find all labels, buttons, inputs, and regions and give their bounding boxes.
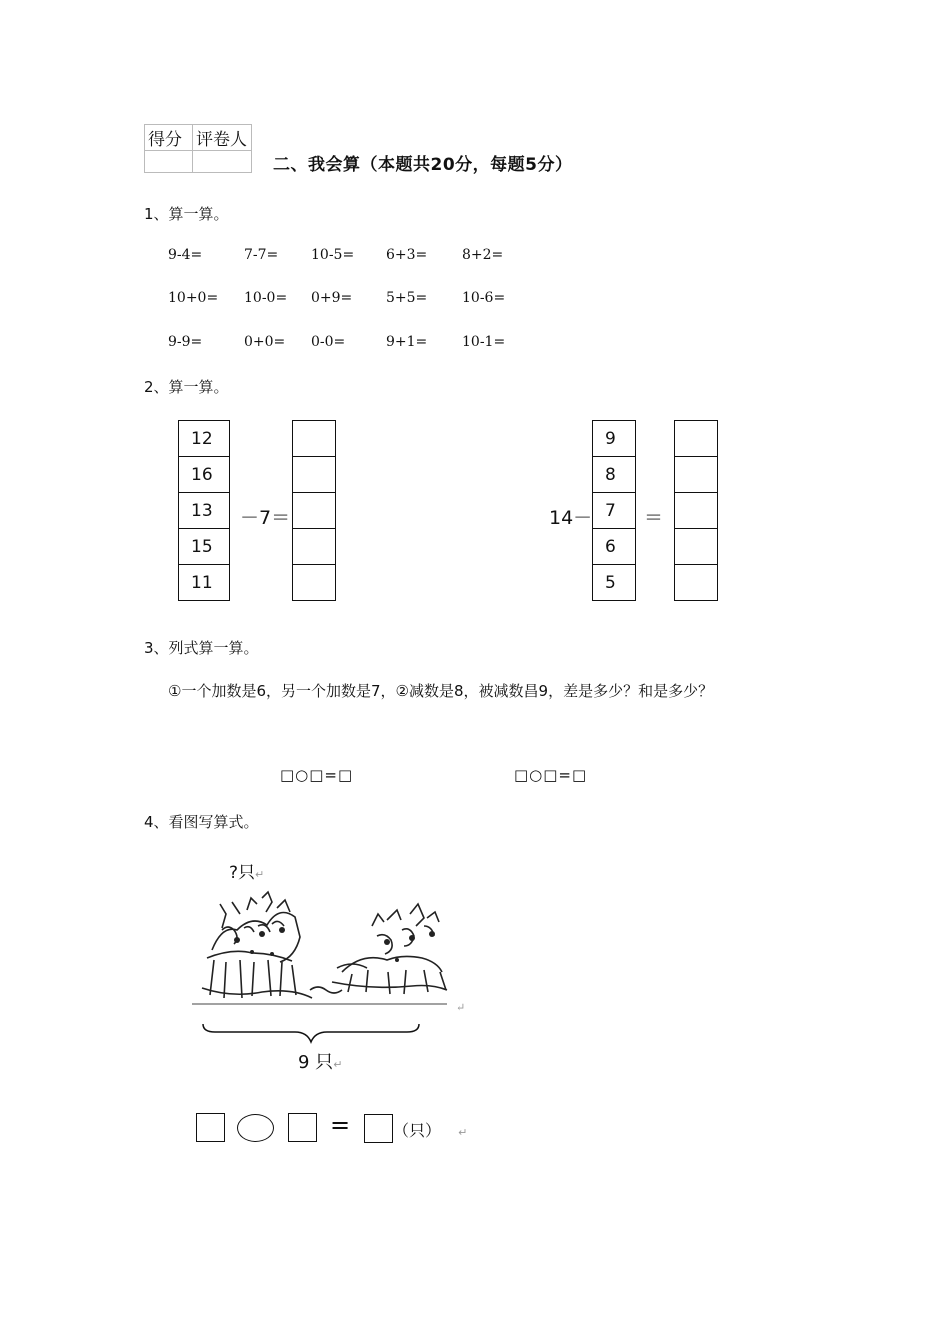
operator-circle[interactable] — [237, 1114, 274, 1142]
q1-expr: 6+3= — [386, 247, 428, 263]
answer-cell[interactable] — [675, 457, 717, 493]
number-cell: 8 — [593, 457, 635, 493]
number-cell: 7 — [593, 493, 635, 529]
answer-box[interactable] — [288, 1113, 317, 1142]
q2-title: 2、算一算。 — [144, 378, 229, 396]
answer-cell[interactable] — [293, 421, 335, 457]
q1-expr: 9+1= — [386, 334, 428, 350]
return-mark: ↵ — [456, 1001, 466, 1014]
answer-box[interactable] — [364, 1114, 393, 1143]
right-prefix: 14－ — [549, 507, 593, 529]
number-cell: 13 — [179, 493, 229, 529]
q1-title: 1、算一算。 — [144, 205, 229, 223]
answer-cell[interactable] — [675, 493, 717, 529]
score-header: 得分 — [145, 125, 193, 151]
unit-label — [393, 1118, 467, 1141]
answer-box[interactable] — [196, 1113, 225, 1142]
left-number-stack — [178, 420, 230, 601]
number-cell: 5 — [593, 565, 635, 601]
top-label — [229, 858, 264, 883]
equals-sign: = — [330, 1111, 351, 1139]
q1-expr: 10+0= — [168, 290, 219, 306]
q1-expr: 0+9= — [311, 290, 353, 306]
score-cell — [145, 151, 193, 173]
q1-expr: 8+2= — [462, 247, 504, 263]
number-cell: 11 — [179, 565, 229, 601]
number-cell: 15 — [179, 529, 229, 565]
left-operator: －7＝ — [240, 507, 291, 529]
right-number-stack — [592, 420, 636, 601]
answer-cell[interactable] — [293, 457, 335, 493]
number-cell: 16 — [179, 457, 229, 493]
q1-expr: 10-0= — [244, 290, 288, 306]
bottom-label-text: 9 只 — [298, 1052, 334, 1073]
formula-2[interactable]: □○□=□ — [514, 766, 588, 784]
q1-expr: 10-6= — [462, 290, 506, 306]
formula-1[interactable]: □○□=□ — [280, 766, 354, 784]
q1-expr: 0+0= — [244, 334, 286, 350]
right-answer-stack — [674, 420, 718, 601]
return-mark: ↵ — [255, 868, 265, 881]
answer-cell[interactable] — [675, 529, 717, 565]
answer-cell[interactable] — [675, 421, 717, 457]
grader-cell — [193, 151, 252, 173]
q1-expr: 9-9= — [168, 334, 203, 350]
q3-text: ①一个加数是6，另一个加数是7，②减数是8，被减数昌9，差是多少？和是多少？ — [168, 682, 714, 700]
q1-expr: 0-0= — [311, 334, 346, 350]
right-equals: ＝ — [644, 507, 664, 529]
answer-cell[interactable] — [293, 529, 335, 565]
return-mark: ↵ — [333, 1058, 343, 1071]
number-cell: 12 — [179, 421, 229, 457]
q1-expr: 5+5= — [386, 290, 428, 306]
score-table — [144, 124, 252, 173]
unit-text: （只） — [393, 1121, 442, 1140]
answer-cell[interactable] — [675, 565, 717, 601]
number-cell: 9 — [593, 421, 635, 457]
grader-header: 评卷人 — [193, 125, 252, 151]
q4-title: 4、看图写算式。 — [144, 813, 259, 831]
top-label-text: ?只 — [229, 863, 256, 883]
brace-icon — [200, 1022, 422, 1044]
number-cell: 6 — [593, 529, 635, 565]
answer-cell[interactable] — [293, 493, 335, 529]
q1-expr: 10-1= — [462, 334, 506, 350]
q1-expr: 10-5= — [311, 247, 355, 263]
section-title: 二、我会算（本题共20分，每题5分） — [273, 155, 573, 175]
q1-expr: 9-4= — [168, 247, 203, 263]
answer-cell[interactable] — [293, 565, 335, 601]
q1-expr: 7-7= — [244, 247, 279, 263]
return-mark: ↵ — [458, 1126, 468, 1139]
bottom-label — [298, 1048, 342, 1074]
q3-title: 3、列式算一算。 — [144, 639, 259, 657]
left-answer-stack — [292, 420, 336, 601]
deer-illustration — [192, 890, 467, 1015]
